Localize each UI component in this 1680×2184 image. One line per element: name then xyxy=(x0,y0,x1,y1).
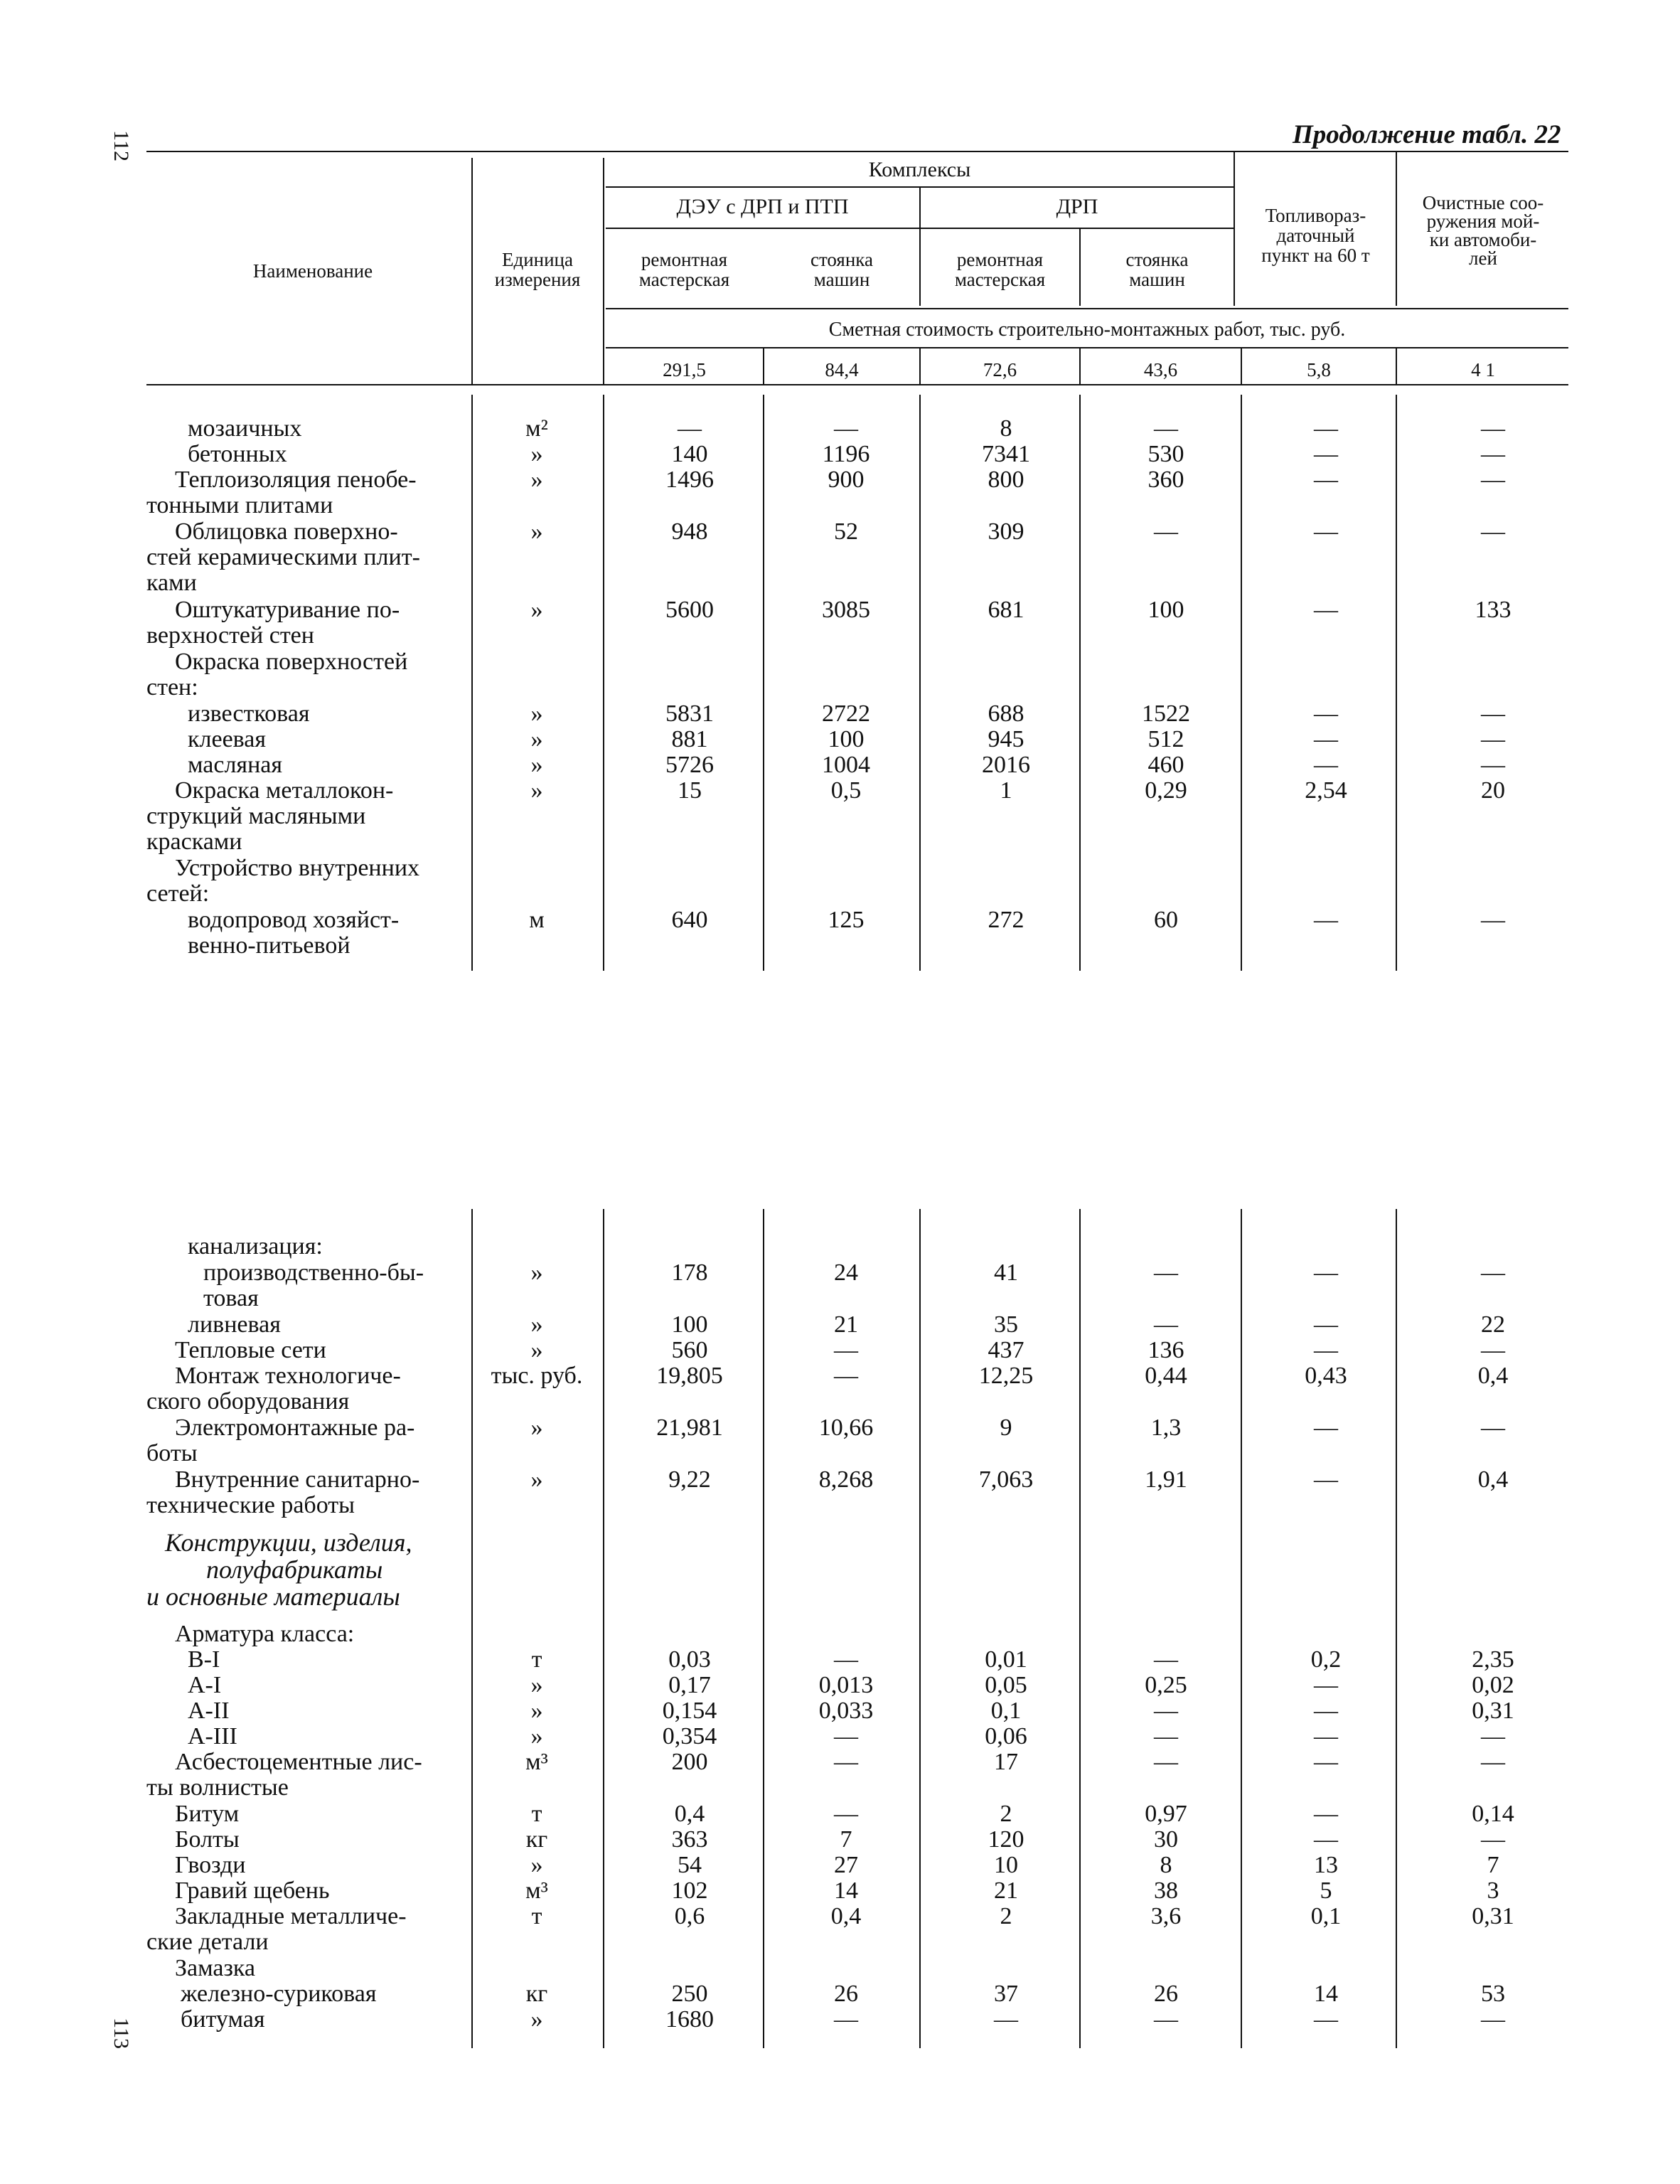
row-unit: » xyxy=(530,441,543,467)
row-value: 37 xyxy=(994,1981,1018,2007)
row-value: 1004 xyxy=(822,752,870,778)
row-value: 0,31 xyxy=(1472,1698,1514,1724)
row-value: — xyxy=(1481,1723,1505,1749)
row-value: 0,1 xyxy=(1310,1903,1342,1929)
section-heading-line-3: и основные материалы xyxy=(146,1582,400,1611)
row-value: — xyxy=(1154,1646,1178,1673)
row-name: канализация: xyxy=(188,1233,323,1259)
row-name: Битум xyxy=(175,1801,240,1827)
header-parking-1b: машин xyxy=(813,269,870,290)
row-value: 60 xyxy=(1154,907,1178,933)
row-name: Гвозди xyxy=(175,1852,246,1878)
row-value: 460 xyxy=(1147,752,1184,778)
row-value: 7 xyxy=(1487,1852,1499,1878)
body-top-vline-4 xyxy=(919,395,921,971)
row-name: Тепловые сети xyxy=(175,1337,326,1363)
row-value: 102 xyxy=(671,1877,708,1904)
row-value: — xyxy=(1154,518,1178,545)
row-value: — xyxy=(1314,441,1338,467)
row-value: 125 xyxy=(828,907,865,933)
row-value: — xyxy=(1481,467,1505,493)
row-value: — xyxy=(1314,597,1338,623)
row-value: 24 xyxy=(834,1259,858,1286)
body-top-vline-6 xyxy=(1241,395,1242,971)
row-value: 140 xyxy=(671,441,708,467)
row-value: 17 xyxy=(994,1749,1018,1775)
row-name: масляная xyxy=(188,752,282,778)
row-value: 948 xyxy=(671,518,708,545)
row-value: 41 xyxy=(994,1259,1018,1286)
row-value: — xyxy=(1314,726,1338,752)
body-bottom-vline-2 xyxy=(603,1209,604,2048)
row-unit: т xyxy=(531,1646,542,1673)
row-name: водопровод хозяйст- венно-питьевой xyxy=(188,907,400,959)
row-value: — xyxy=(1481,1415,1505,1441)
row-unit: м³ xyxy=(525,1877,548,1904)
row-value: — xyxy=(1481,752,1505,778)
row-value: 21 xyxy=(994,1877,1018,1904)
header-vline-6 xyxy=(1234,151,1235,306)
header-repair-2a: ремонтная xyxy=(956,249,1044,270)
header-clean-4: лей xyxy=(1469,247,1497,269)
row-value: 0,97 xyxy=(1145,1801,1187,1827)
row-value: 309 xyxy=(988,518,1024,545)
row-value: 0,033 xyxy=(818,1698,874,1724)
row-value: 136 xyxy=(1147,1337,1184,1363)
row-value: — xyxy=(834,2006,858,2033)
row-value: 272 xyxy=(988,907,1024,933)
row-unit: » xyxy=(530,1852,543,1878)
row-value: 26 xyxy=(1154,1981,1178,2007)
section-heading-line-2: полуфабрикаты xyxy=(206,1555,383,1584)
row-value: — xyxy=(1314,518,1338,545)
row-value: 688 xyxy=(988,701,1024,727)
row-value: — xyxy=(1314,1259,1338,1286)
row-name: Устройство внутренних сетей: xyxy=(146,855,420,907)
row-value: — xyxy=(1481,907,1505,933)
row-value: 0,02 xyxy=(1472,1672,1514,1698)
row-value: 1,3 xyxy=(1150,1415,1182,1441)
row-name: Закладные металличе- ские детали xyxy=(146,1903,407,1955)
row-name: A-II xyxy=(188,1698,230,1724)
row-name: A-I xyxy=(188,1672,222,1698)
row-value: 8 xyxy=(1000,415,1012,442)
row-value: 900 xyxy=(828,467,865,493)
row-name: бетонных xyxy=(188,441,287,467)
row-value: 2 xyxy=(1000,1801,1012,1827)
row-value: — xyxy=(1154,1259,1178,1286)
row-value: 0,06 xyxy=(985,1723,1027,1749)
row-value: 100 xyxy=(1147,597,1184,623)
row-value: — xyxy=(1314,1672,1338,1698)
row-name: Окраска металлокон- струкций масляными красками xyxy=(146,777,394,855)
row-value: 360 xyxy=(1147,467,1184,493)
row-value: — xyxy=(834,1363,858,1389)
row-value: — xyxy=(1481,441,1505,467)
row-value: 0,29 xyxy=(1145,777,1187,804)
row-value: 0,4 xyxy=(1477,1363,1509,1389)
row-unit: » xyxy=(530,1311,543,1338)
row-value: — xyxy=(834,415,858,442)
row-unit: » xyxy=(530,1698,543,1724)
row-value: 0,154 xyxy=(662,1698,717,1724)
header-fuel-2: даточный xyxy=(1276,225,1355,246)
row-value: 2 xyxy=(1000,1903,1012,1929)
row-value: 2,35 xyxy=(1472,1646,1514,1673)
row-unit: т xyxy=(531,1903,542,1929)
row-value: — xyxy=(1314,752,1338,778)
cost-value-5: 5,8 xyxy=(1307,359,1331,380)
row-value: 7341 xyxy=(982,441,1030,467)
row-value: — xyxy=(1481,1826,1505,1853)
header-fuel-3: пункт на 60 т xyxy=(1261,245,1370,266)
row-value: — xyxy=(1154,1749,1178,1775)
row-unit: м³ xyxy=(525,1749,548,1775)
row-value: 0,05 xyxy=(985,1672,1027,1698)
row-value: 945 xyxy=(988,726,1024,752)
row-value: 0,354 xyxy=(662,1723,717,1749)
row-value: 3085 xyxy=(822,597,870,623)
row-value: 0,44 xyxy=(1145,1363,1187,1389)
header-vline-7b xyxy=(1396,348,1397,384)
row-value: 15 xyxy=(678,777,702,804)
row-value: — xyxy=(1481,1337,1505,1363)
body-bottom-vline-4 xyxy=(919,1209,921,2048)
row-value: 8,268 xyxy=(818,1466,874,1493)
row-unit: » xyxy=(530,726,543,752)
row-value: 13 xyxy=(1314,1852,1338,1878)
row-unit: кг xyxy=(525,1981,548,2007)
row-value: 38 xyxy=(1154,1877,1178,1904)
row-value: 20 xyxy=(1481,777,1505,804)
row-value: 2722 xyxy=(822,701,870,727)
row-value: 3 xyxy=(1487,1877,1499,1904)
row-unit: » xyxy=(530,2006,543,2033)
row-unit: » xyxy=(530,1672,543,1698)
row-value: 0,4 xyxy=(1477,1466,1509,1493)
row-value: — xyxy=(1481,1749,1505,1775)
row-value: 0,4 xyxy=(674,1801,705,1827)
row-value: 22 xyxy=(1481,1311,1505,1338)
header-parking-1a: стоянка xyxy=(810,249,873,270)
header-top-rule xyxy=(146,151,1568,152)
row-value: — xyxy=(834,1337,858,1363)
header-vline-7 xyxy=(1396,151,1397,306)
row-value: 0,17 xyxy=(668,1672,711,1698)
row-value: 1,91 xyxy=(1145,1466,1187,1493)
header-unit-line1: Единица xyxy=(501,249,573,270)
row-value: — xyxy=(994,2006,1018,2033)
row-unit: м² xyxy=(525,415,548,442)
row-unit: » xyxy=(530,1337,543,1363)
row-value: 133 xyxy=(1475,597,1512,623)
row-unit: » xyxy=(530,467,543,493)
row-value: — xyxy=(1481,518,1505,545)
row-unit: » xyxy=(530,1466,543,1493)
row-value: 1 xyxy=(1000,777,1012,804)
header-clean-1: Очистные соо- xyxy=(1422,192,1544,213)
row-value: 100 xyxy=(671,1311,708,1338)
row-value: 560 xyxy=(671,1337,708,1363)
row-value: — xyxy=(1314,1698,1338,1724)
row-value: 54 xyxy=(678,1852,702,1878)
body-bottom-vline-5 xyxy=(1079,1209,1081,2048)
row-unit: » xyxy=(530,752,543,778)
cost-value-3: 72,6 xyxy=(983,359,1017,380)
body-top-vline-5 xyxy=(1079,395,1081,971)
row-value: 1680 xyxy=(665,2006,714,2033)
row-value: — xyxy=(1314,415,1338,442)
row-value: — xyxy=(1314,1801,1338,1827)
row-name: Замазка xyxy=(175,1955,256,1981)
row-value: 0,43 xyxy=(1305,1363,1347,1389)
row-value: 14 xyxy=(1314,1981,1338,2007)
row-value: 5831 xyxy=(665,701,714,727)
row-value: 0,25 xyxy=(1145,1672,1187,1698)
header-complexes: Комплексы xyxy=(868,158,971,181)
header-clean-3: ки автомоби- xyxy=(1429,229,1537,250)
row-value: — xyxy=(1314,701,1338,727)
header-repair-2b: мастерская xyxy=(954,269,1046,290)
row-value: 0,6 xyxy=(674,1903,705,1929)
row-value: 1522 xyxy=(1142,701,1190,727)
row-value: 21,981 xyxy=(656,1415,723,1441)
row-name: Облицовка поверхно- стей керамическими плит- ками xyxy=(146,518,420,596)
row-value: — xyxy=(1481,2006,1505,2033)
row-value: 26 xyxy=(834,1981,858,2007)
row-value: 5726 xyxy=(665,752,714,778)
row-name: Асбестоцементные лис- ты волнистые xyxy=(146,1749,422,1801)
row-name: A-III xyxy=(188,1723,237,1749)
row-value: 437 xyxy=(988,1337,1024,1363)
cost-value-1: 291,5 xyxy=(663,359,706,380)
row-value: 2,54 xyxy=(1305,777,1347,804)
row-value: 8 xyxy=(1160,1852,1172,1878)
row-value: 100 xyxy=(828,726,865,752)
section-heading-line-1: Конструкции, изделия, xyxy=(165,1528,412,1557)
row-value: 9,22 xyxy=(668,1466,711,1493)
header-bottom-rule xyxy=(146,384,1568,385)
row-value: — xyxy=(1481,415,1505,442)
row-value: — xyxy=(1154,1698,1178,1724)
row-value: 0,03 xyxy=(668,1646,711,1673)
row-value: 19,805 xyxy=(656,1363,723,1389)
row-value: 250 xyxy=(671,1981,708,2007)
row-value: — xyxy=(1481,701,1505,727)
row-value: — xyxy=(834,1723,858,1749)
row-name: Окраска поверхностей стен: xyxy=(146,649,408,701)
row-value: 1496 xyxy=(665,467,714,493)
page-number-top: 112 xyxy=(109,130,133,161)
body-top-vline-3 xyxy=(763,395,764,971)
row-value: — xyxy=(1154,1723,1178,1749)
row-value: 35 xyxy=(994,1311,1018,1338)
cost-value-2: 84,4 xyxy=(825,359,859,380)
row-value: 3,6 xyxy=(1150,1903,1182,1929)
row-name: Гравий щебень xyxy=(175,1877,330,1904)
row-value: — xyxy=(1314,907,1338,933)
row-value: 7,063 xyxy=(978,1466,1034,1493)
row-name: Оштукатуривание по- верхностей стен xyxy=(146,597,400,649)
header-unit-line2: измерения xyxy=(494,269,581,290)
row-unit: т xyxy=(531,1801,542,1827)
row-value: 53 xyxy=(1481,1981,1505,2007)
row-value: 21 xyxy=(834,1311,858,1338)
row-value: — xyxy=(1314,1311,1338,1338)
row-value: 0,5 xyxy=(830,777,862,804)
row-value: — xyxy=(1314,1337,1338,1363)
row-value: 7 xyxy=(840,1826,852,1853)
header-fuel-1: Топливораз- xyxy=(1265,205,1366,226)
row-value: 512 xyxy=(1147,726,1184,752)
cost-value-4: 43,6 xyxy=(1143,359,1178,380)
row-name: известковая xyxy=(188,701,310,727)
row-value: 0,2 xyxy=(1310,1646,1342,1673)
row-value: 0,4 xyxy=(830,1903,862,1929)
row-value: 0,1 xyxy=(990,1698,1022,1724)
row-value: — xyxy=(1154,415,1178,442)
row-value: 178 xyxy=(671,1259,708,1286)
row-value: — xyxy=(1154,2006,1178,2033)
row-name: клеевая xyxy=(188,726,267,752)
row-value: 0,013 xyxy=(818,1672,874,1698)
row-value: 0,14 xyxy=(1472,1801,1514,1827)
table-continuation-title: Продолжение табл. 22 xyxy=(1293,120,1561,149)
row-value: — xyxy=(1314,467,1338,493)
page-number-bottom: 113 xyxy=(109,2018,133,2049)
header-parking-2a: стоянка xyxy=(1125,249,1189,270)
row-value: 800 xyxy=(988,467,1024,493)
cost-label-top-rule xyxy=(606,308,1568,309)
row-value: 5600 xyxy=(665,597,714,623)
body-bottom-vline-3 xyxy=(763,1209,764,2048)
row-value: 1196 xyxy=(822,441,870,467)
row-value: — xyxy=(834,1801,858,1827)
row-unit: » xyxy=(530,701,543,727)
row-name: Внутренние санитарно- технические работы xyxy=(146,1466,420,1518)
row-name: Электромонтажные ра- боты xyxy=(146,1415,415,1466)
row-value: 30 xyxy=(1154,1826,1178,1853)
row-unit: кг xyxy=(525,1826,548,1853)
row-value: 530 xyxy=(1147,441,1184,467)
row-unit: » xyxy=(530,518,543,545)
row-unit: » xyxy=(530,1259,543,1286)
row-value: — xyxy=(1481,1259,1505,1286)
row-value: 12,25 xyxy=(978,1363,1034,1389)
row-value: 10,66 xyxy=(818,1415,874,1441)
row-value: 0,31 xyxy=(1472,1903,1514,1929)
row-value: — xyxy=(1314,1826,1338,1853)
row-name: производственно-бы- товая xyxy=(203,1259,424,1311)
row-name: мозаичных xyxy=(188,415,302,442)
row-value: 9 xyxy=(1000,1415,1012,1441)
row-name: Теплоизоляция пенобе- тонными плитами xyxy=(146,467,417,518)
body-bottom-vline-6 xyxy=(1241,1209,1242,2048)
row-value: — xyxy=(1314,1749,1338,1775)
row-value: — xyxy=(1314,1415,1338,1441)
row-value: — xyxy=(834,1646,858,1673)
cost-value-6: 4 1 xyxy=(1471,359,1495,380)
row-value: 2016 xyxy=(982,752,1030,778)
row-unit: » xyxy=(530,1415,543,1441)
row-value: 52 xyxy=(834,518,858,545)
row-value: 0,01 xyxy=(985,1646,1027,1673)
body-top-vline-2 xyxy=(603,395,604,971)
row-unit: м xyxy=(529,907,545,933)
header-repair-1b: мастерская xyxy=(638,269,730,290)
row-value: — xyxy=(1154,1311,1178,1338)
row-name: Болты xyxy=(175,1826,240,1853)
row-value: — xyxy=(678,415,702,442)
row-value: 5 xyxy=(1320,1877,1332,1904)
row-name: Арматура класса: xyxy=(175,1621,355,1647)
row-value: 27 xyxy=(834,1852,858,1878)
cost-label-bottom-rule xyxy=(606,347,1568,348)
row-value: — xyxy=(1481,726,1505,752)
header-name: Наименование xyxy=(252,260,373,282)
row-value: — xyxy=(834,1749,858,1775)
header-vline-1 xyxy=(471,158,473,384)
row-value: 10 xyxy=(994,1852,1018,1878)
header-group-1: ДЭУ с ДРП и ПТП xyxy=(676,195,849,218)
row-name: Монтаж технологиче- ского оборудования xyxy=(146,1363,401,1415)
row-value: 14 xyxy=(834,1877,858,1904)
row-unit: » xyxy=(530,777,543,804)
row-unit: » xyxy=(530,597,543,623)
row-value: — xyxy=(1314,1723,1338,1749)
row-value: 640 xyxy=(671,907,708,933)
header-repair-1a: ремонтная xyxy=(641,249,728,270)
header-group-2: ДРП xyxy=(1056,195,1098,218)
row-value: — xyxy=(1314,2006,1338,2033)
row-name: железно-суриковая xyxy=(181,1981,377,2007)
row-unit: тыс. руб. xyxy=(491,1363,583,1389)
row-value: — xyxy=(1314,1466,1338,1493)
row-value: 200 xyxy=(671,1749,708,1775)
header-cost-label: Сметная стоимость строительно-монтажных работ, тыс. руб. xyxy=(828,319,1346,341)
row-value: 681 xyxy=(988,597,1024,623)
row-name: ливневая xyxy=(188,1311,281,1338)
header-vline-2 xyxy=(603,158,604,384)
row-value: 120 xyxy=(988,1826,1024,1853)
row-name: B-I xyxy=(188,1646,220,1673)
row-value: 363 xyxy=(671,1826,708,1853)
header-clean-2: ружения мой- xyxy=(1426,211,1540,232)
row-value: 881 xyxy=(671,726,708,752)
header-parking-2b: машин xyxy=(1129,269,1185,290)
row-name: битумая xyxy=(181,2006,265,2033)
row-unit: » xyxy=(530,1723,543,1749)
